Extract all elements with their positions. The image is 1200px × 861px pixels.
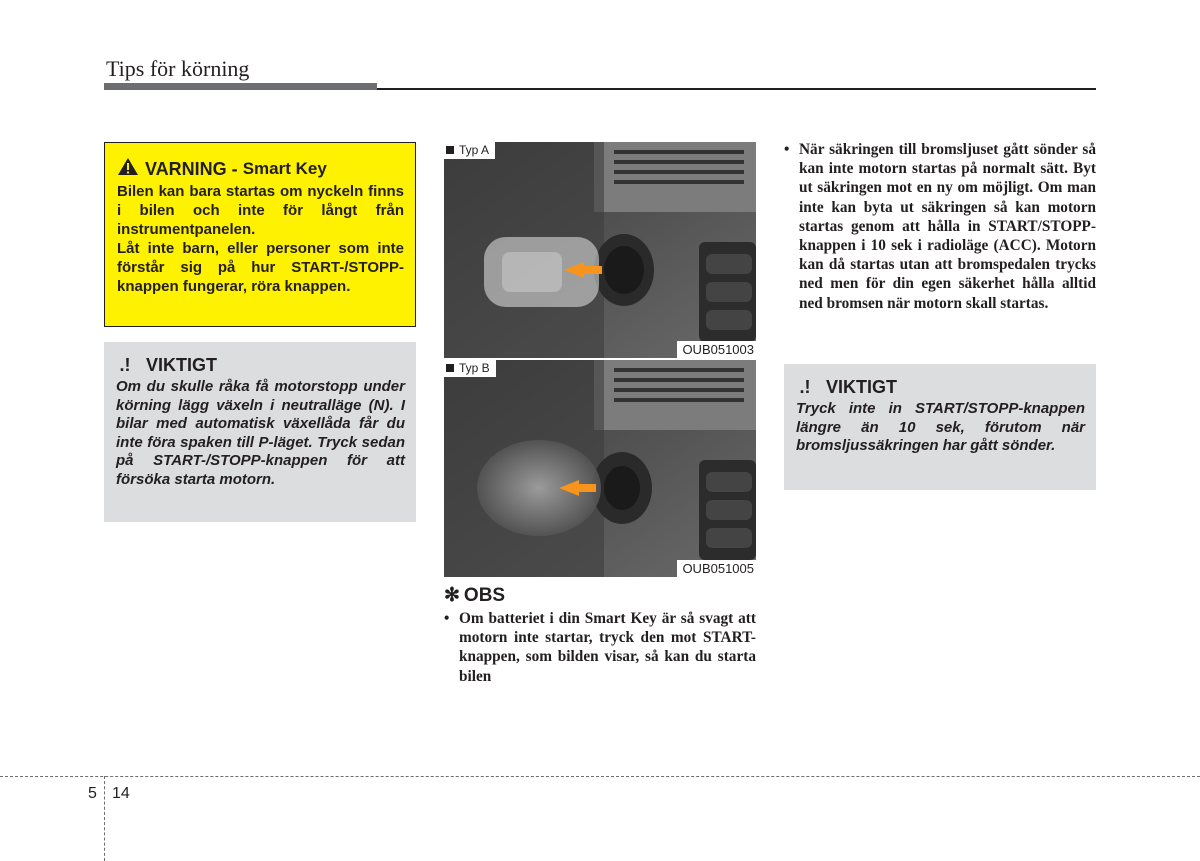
note-title-text: VIKTIGT — [146, 355, 217, 375]
obs-text — [444, 609, 756, 686]
note-title — [796, 376, 1085, 398]
footer-divider — [0, 776, 1200, 777]
asterisk-icon: ✻ — [444, 585, 460, 606]
obs-paragraph: Om batteriet i din Smart Key är så svagt att motorn inte startar, tryck den mot START-knappen, som bilden visar, så kan du starta bilen — [459, 610, 756, 685]
warning-paragraph-1: Bilen kan bara startas om nyckeln finns i bilen och inte för långt från instrumentpanelen. — [117, 183, 404, 238]
warning-title — [117, 157, 404, 181]
list-item — [444, 609, 756, 686]
obs-title — [444, 584, 505, 607]
chapter-number: 5 — [88, 785, 97, 802]
figure-type-a — [444, 142, 756, 358]
note-title-text: VIKTIGT — [826, 377, 897, 397]
warning-label: VARNING - — [145, 159, 238, 179]
figure-b-code: OUB051005 — [677, 560, 756, 577]
footer-vertical-divider — [104, 776, 105, 861]
figure-b-label-text: Typ B — [459, 361, 490, 375]
fuse-paragraph — [784, 140, 1096, 313]
warning-box — [104, 142, 416, 327]
figure-b-label — [444, 360, 496, 377]
fuse-paragraph-text: När säkringen till bromsljuset gått sönder så kan inte motorn startas på normalt sätt. Byt ut säkringen mot en ny om möjligt. Om man inte kan byta ut säkringen så kan motorn startas genom att hålla in START/STOPP-knappen i 10 sek i radioläge (ACC). Motorn kan då startas utan att bromspedalen trycks ned men för din egen säkerhet hålla alltid ned bromsen när motorn skall startas. — [799, 141, 1096, 312]
square-bullet-icon — [446, 146, 454, 154]
important-note-box — [104, 342, 416, 522]
page-number: 14 — [112, 785, 130, 802]
figure-a-label-text: Typ A — [459, 143, 490, 157]
figure-type-b — [444, 360, 756, 577]
figure-a-code: OUB051003 — [677, 341, 756, 358]
figure-a-label — [444, 142, 495, 159]
warning-paragraph-2: Låt inte barn, eller personer som inte förstår sig på hur START-/STOPP-knappen fungerar, röra knappen. — [117, 240, 404, 295]
header-rule-thick — [104, 83, 377, 90]
note-title — [116, 354, 405, 376]
obs-title-text: OBS — [463, 584, 506, 606]
warning-triangle-icon — [117, 157, 139, 181]
warning-sublabel: Smart Key — [242, 159, 327, 178]
note-text: Om du skulle råka få motorstopp under körning lägg växeln i neutralläge (N). I bilar med automatisk växellåda får du inte föra spaken till P-läget. Tryck sedan på START-/STOPP-knappen för att försöka starta motorn. — [116, 378, 405, 488]
important-note-box-2 — [784, 364, 1096, 490]
bullet: • — [784, 141, 790, 158]
header-rule-thin — [377, 88, 1096, 90]
exclamation-icon: .! — [799, 377, 811, 397]
note-text: Tryck inte in START/STOPP-knappen längre än 10 sek, förutom när bromsljussäkringen har gått sönder. — [796, 400, 1085, 455]
page-header-title: Tips för körning — [106, 56, 250, 81]
smart-key-photo-b — [444, 360, 756, 577]
list-item — [784, 140, 1096, 313]
bullet: • — [444, 610, 450, 627]
exclamation-icon: .! — [119, 355, 131, 375]
square-bullet-icon — [446, 364, 454, 372]
smart-key-photo-a — [444, 142, 756, 358]
